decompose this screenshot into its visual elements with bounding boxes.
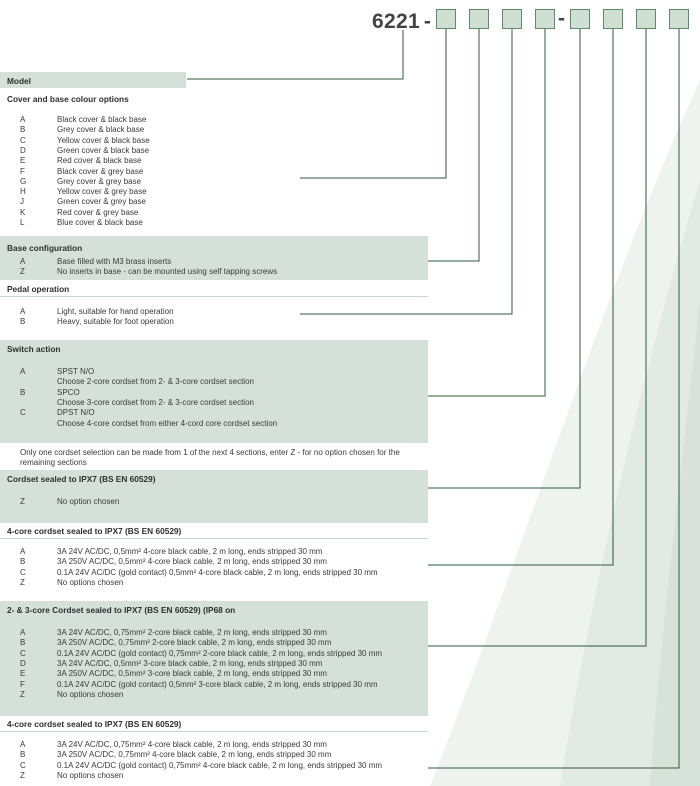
sealed-title: Cordset sealed to IPX7 (BS EN 60529) xyxy=(7,474,156,484)
option-description: 3A 250V AC/DC, 0,5mm² 3-core black cable, 2 m long, ends stripped 30 mm xyxy=(57,669,327,679)
option-row xyxy=(0,578,428,588)
option-row xyxy=(0,307,428,317)
option-row xyxy=(0,408,428,418)
option-description: Choose 4-core cordset from either 4-cord core cordset section xyxy=(57,418,278,428)
pedal-rule xyxy=(0,296,428,297)
option-code: Z xyxy=(20,497,25,506)
option-description: 3A 24V AC/DC, 0,5mm² 4-core black cable, 2 m long, ends stripped 30 mm xyxy=(57,547,323,556)
option-code: Z xyxy=(20,689,25,699)
option-description: DPST N/O xyxy=(57,408,95,418)
option-description: Grey cover & black base xyxy=(57,125,145,135)
code-box-colour xyxy=(436,9,456,29)
option-row xyxy=(0,398,428,408)
option-code: A xyxy=(20,115,26,124)
option-row xyxy=(0,115,428,125)
part-code-dash-2: - xyxy=(558,7,565,30)
option-description: Red cover & grey base xyxy=(57,207,139,217)
cordset-note: Only one cordset selection can be made from 1 of the next 4 sections, enter Z - for no option chosen for the remaining sections xyxy=(20,448,400,467)
switch-title: Switch action xyxy=(7,344,61,354)
option-description: Blue cover & black base xyxy=(57,218,143,227)
option-row xyxy=(0,317,428,327)
option-description: Heavy, suitable for foot operation xyxy=(57,317,174,327)
code-box-four-a xyxy=(603,9,623,29)
option-code: E xyxy=(20,669,26,679)
part-code xyxy=(372,8,435,36)
option-row xyxy=(0,167,428,177)
option-row xyxy=(0,497,428,507)
option-code: C xyxy=(20,408,26,418)
option-row xyxy=(0,771,428,781)
option-description: SPST N/O xyxy=(57,367,95,376)
option-code: C xyxy=(20,648,26,658)
base-title: Base configuration xyxy=(7,243,83,253)
option-description: 0.1A 24V AC/DC (gold contact) 0,5mm² 4-core black cable, 2 m long, ends stripped 30 mm xyxy=(57,567,378,577)
option-row xyxy=(0,690,428,700)
pedal-title: Pedal operation xyxy=(7,284,70,294)
model-title: Model xyxy=(7,76,31,86)
option-code: C xyxy=(20,567,26,577)
option-row xyxy=(0,146,428,156)
option-row xyxy=(0,367,428,377)
option-description: Choose 2-core cordset from 2- & 3-core cordset section xyxy=(57,377,254,387)
option-row xyxy=(0,267,428,277)
option-description: Red cover & black base xyxy=(57,156,142,166)
option-row xyxy=(0,156,428,166)
part-code-number: 6221 xyxy=(372,10,420,33)
option-code: B xyxy=(20,387,26,397)
option-description: 3A 24V AC/DC, 0,5mm² 3-core black cable, 2 m long, ends stripped 30 mm xyxy=(57,658,323,668)
option-description: 3A 250V AC/DC, 0,5mm² 4-core black cable, 2 m long, ends stripped 30 mm xyxy=(57,557,327,567)
four-core-a-title: 4-core cordset sealed to IPX7 (BS EN 60529) xyxy=(7,526,182,536)
option-code: B xyxy=(20,638,26,648)
option-description: 3A 250V AC/DC, 0,75mm² 2-core black cable, 2 m long, ends stripped 30 mm xyxy=(57,638,332,648)
option-description: No options chosen xyxy=(57,770,124,780)
option-row xyxy=(0,649,428,659)
option-row xyxy=(0,638,428,648)
option-description: Choose 3-core cordset from 2- & 3-core cordset section xyxy=(57,397,254,407)
option-code: G xyxy=(20,176,27,186)
option-row xyxy=(0,208,428,218)
option-code: E xyxy=(20,156,26,166)
option-row xyxy=(0,750,428,760)
colour-title: Cover and base colour options xyxy=(7,94,129,104)
option-code: A xyxy=(20,740,26,749)
option-code: B xyxy=(20,557,26,567)
option-row xyxy=(0,218,428,228)
option-row xyxy=(0,377,428,387)
option-code: A xyxy=(20,307,26,316)
option-row xyxy=(0,187,428,197)
option-code: Z xyxy=(20,770,25,780)
option-code: C xyxy=(20,135,26,145)
option-code: J xyxy=(20,197,24,207)
option-description: Yellow cover & black base xyxy=(57,135,150,145)
option-row xyxy=(0,740,428,750)
code-box-sealed xyxy=(570,9,590,29)
option-description: Green cover & grey base xyxy=(57,197,146,207)
option-code: L xyxy=(20,218,25,227)
option-description: Black cover & black base xyxy=(57,115,147,124)
option-row xyxy=(0,177,428,187)
option-code: H xyxy=(20,187,26,197)
option-row xyxy=(0,628,428,638)
option-code: F xyxy=(20,679,25,689)
option-code: C xyxy=(20,760,26,770)
code-box-pedal xyxy=(502,9,522,29)
option-code: Z xyxy=(20,267,25,277)
code-box-switch xyxy=(535,9,555,29)
option-code: A xyxy=(20,257,26,266)
option-code: D xyxy=(20,145,26,155)
option-description: No option chosen xyxy=(57,497,120,506)
option-row xyxy=(0,761,428,771)
option-description: Base filled with M3 brass inserts xyxy=(57,257,172,266)
option-description: Grey cover & grey base xyxy=(57,176,142,186)
option-row xyxy=(0,125,428,135)
four-core-a-rule xyxy=(0,538,428,539)
option-description: 0.1A 24V AC/DC (gold contact) 0,75mm² 4-core black cable, 2 m long, ends stripped 30 mm xyxy=(57,760,383,770)
code-box-twothree xyxy=(636,9,656,29)
option-code: B xyxy=(20,750,26,760)
code-box-base xyxy=(469,9,489,29)
option-code: B xyxy=(20,125,26,135)
part-code-dash: - xyxy=(423,10,431,33)
option-code: K xyxy=(20,207,26,217)
option-description: Light, suitable for hand operation xyxy=(57,307,174,316)
option-description: 0.1A 24V AC/DC (gold contact) 0,5mm² 3-core black cable, 2 m long, ends stripped 30 mm xyxy=(57,679,378,689)
option-code: F xyxy=(20,166,25,176)
option-code: D xyxy=(20,658,26,668)
option-row xyxy=(0,419,428,429)
option-row xyxy=(0,669,428,679)
option-code: A xyxy=(20,547,26,556)
four-core-b-rule xyxy=(0,731,428,732)
option-row xyxy=(0,257,428,267)
option-description: Yellow cover & grey base xyxy=(57,187,147,197)
option-description: 0.1A 24V AC/DC (gold contact) 0,75mm² 2-core black cable, 2 m long, ends stripped 30 mm xyxy=(57,648,383,658)
option-description: 3A 250V AC/DC, 0,75mm² 4-core black cable, 2 m long, ends stripped 30 mm xyxy=(57,750,332,760)
option-row xyxy=(0,547,428,557)
option-row xyxy=(0,388,428,398)
twothree-title: 2- & 3-core Cordset sealed to IPX7 (BS EN 60529) (IP68 on xyxy=(7,605,236,615)
option-description: SPCO xyxy=(57,387,80,397)
code-box-four-b xyxy=(669,9,689,29)
option-row xyxy=(0,568,428,578)
option-code: A xyxy=(20,628,26,637)
option-row xyxy=(0,680,428,690)
option-code: Z xyxy=(20,577,25,587)
option-row xyxy=(0,197,428,207)
option-row xyxy=(0,557,428,567)
model-section xyxy=(0,72,186,88)
option-row xyxy=(0,659,428,669)
option-description: Black cover & grey base xyxy=(57,166,144,176)
option-description: Green cover & black base xyxy=(57,145,150,155)
option-code: A xyxy=(20,367,26,376)
option-code: B xyxy=(20,317,26,327)
option-description: No inserts in base - can be mounted using self tapping screws xyxy=(57,267,278,277)
option-description: 3A 24V AC/DC, 0,75mm² 2-core black cable, 2 m long, ends stripped 30 mm xyxy=(57,628,327,637)
four-core-b-title: 4-core cordset sealed to IPX7 (BS EN 60529) xyxy=(7,719,182,729)
option-description: 3A 24V AC/DC, 0,75mm² 4-core black cable, 2 m long, ends stripped 30 mm xyxy=(57,740,327,749)
option-description: No options chosen xyxy=(57,689,124,699)
option-description: No options chosen xyxy=(57,577,124,587)
option-row xyxy=(0,136,428,146)
